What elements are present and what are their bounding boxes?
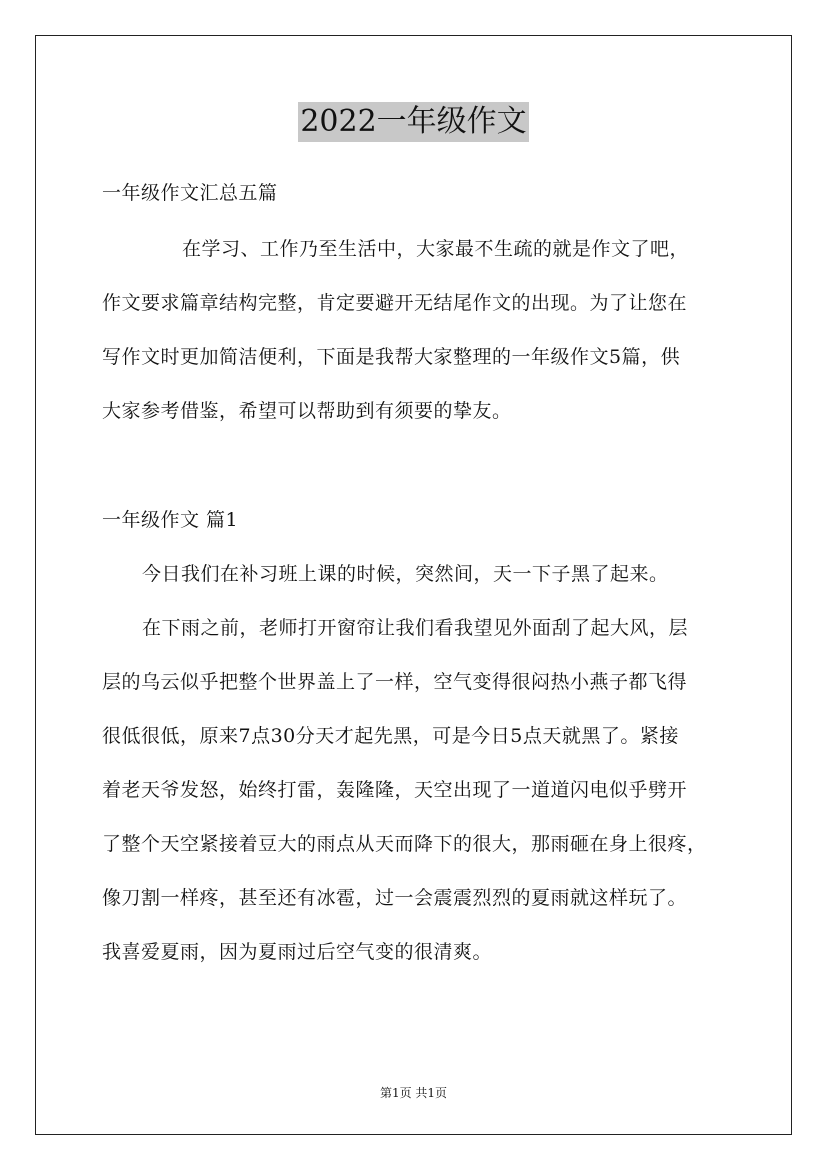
title-container — [0, 102, 827, 142]
section-line: 层的乌云似乎把整个世界盖上了一样，空气变得很闷热小燕子都飞得 — [102, 671, 688, 693]
intro-line: 大家参考借鉴，希望可以帮助到有须要的挚友。 — [102, 400, 512, 422]
section-heading: 一年级作文 篇1 — [102, 509, 239, 531]
section-line: 我喜爱夏雨，因为夏雨过后空气变的很清爽。 — [102, 941, 493, 963]
section-line: 像刀割一样疼，甚至还有冰雹，过一会震震烈烈的夏雨就这样玩了。 — [102, 887, 688, 909]
page-footer: 第1页 共1页 — [379, 1086, 448, 1100]
section-line: 着老天爷发怒，始终打雷，轰隆隆，天空出现了一道道闪电似乎劈开 — [102, 779, 688, 801]
document-subtitle: 一年级作文汇总五篇 — [102, 182, 278, 204]
intro-line: 写作文时更加简洁便利，下面是我帮大家整理的一年级作文5篇，供 — [102, 346, 681, 368]
section-line: 了整个天空紧接着豆大的雨点从天而降下的很大，那雨砸在身上很疼， — [102, 833, 707, 855]
intro-line: 在学习、工作乃至生活中，大家最不生疏的就是作文了吧， — [182, 238, 690, 260]
document-title: 2022一年级作文 — [298, 102, 528, 142]
section-line: 今日我们在补习班上课的时候，突然间，天一下子黑了起来。 — [142, 563, 669, 585]
section-line: 在下雨之前，老师打开窗帘让我们看我望见外面刮了起大风，层 — [142, 617, 689, 639]
intro-line: 作文要求篇章结构完整，肯定要避开无结尾作文的出现。为了让您在 — [102, 292, 688, 314]
section-line: 很低很低，原来7点30分天才起先黑，可是今日5点天就黑了。紧接 — [102, 725, 679, 747]
